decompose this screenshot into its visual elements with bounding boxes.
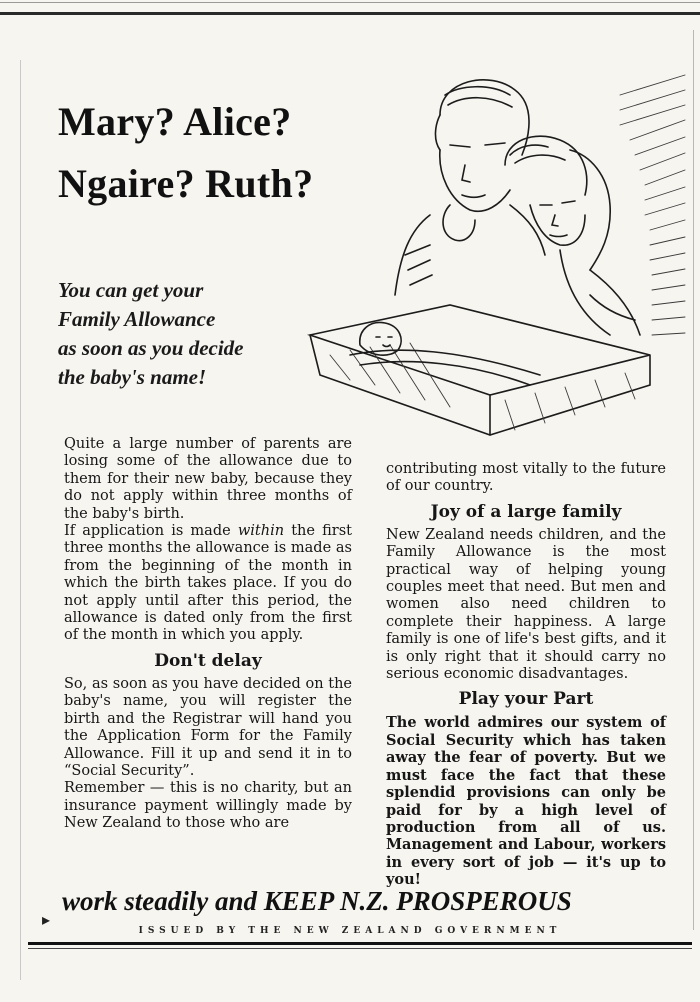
section-heading-play-your-part: Play your Part <box>458 689 594 710</box>
headline-line-2: Ngaire? Ruth? <box>58 161 314 206</box>
body-column-left <box>64 436 352 833</box>
paragraph: New Zealand needs children, and the Family Allowance is the most practical way of helping young couples meet that need. But men and women also need children to complete their happiness. A large family is one of life's best gifts, and it is only right that it should carry no serious economic disadvantages. <box>386 526 666 683</box>
paragraph: So, as soon as you have decided on the baby's name, you will register the birth and the Registrar will hand you the Application Form for the Family Allowance. Fill it up and send it in to “Social Security”. <box>64 675 352 779</box>
paragraph-bold: The world admires our system of Social Security which has taken away the fear of poverty. But we must face the fact that these splendid provisions can only be paid for by a high level of production from all of us. Management and Labour, workers in every sort of job — it's up to you! <box>386 714 666 889</box>
paragraph: Quite a large number of parents are losing some of the allowance due to them for their new baby, because they do not apply within three months of the baby's birth. <box>64 436 352 522</box>
subhead-line: as soon as you decide <box>58 336 244 360</box>
footer-slogan: work steadily and KEEP N.Z. PROSPEROUS <box>62 886 572 916</box>
paragraph-text: the first three months the allowance is made as from the beginning of the month in which the birth takes place. If you do not apply until after this period, the allowance is dated only from the first of the month in which you apply. <box>64 523 352 644</box>
top-thin-rule <box>0 2 700 3</box>
paragraph: Remember — this is no charity, but an insurance payment willingly made by New Zealand to those who are <box>64 780 352 832</box>
subhead-line: the baby's name! <box>58 365 207 389</box>
right-edge-line <box>693 30 694 930</box>
top-rule <box>0 12 700 15</box>
body-column-right <box>386 461 666 889</box>
section-heading-joy-of-a-large-family: Joy of a large family <box>430 501 622 522</box>
parents-and-baby-illustration <box>290 55 690 455</box>
bottom-thin-rule <box>28 948 692 949</box>
issued-by-line: ISSUED BY THE NEW ZEALAND GOVERNMENT <box>138 926 562 936</box>
subhead-line: You can get your <box>58 278 204 302</box>
subheadline <box>58 276 308 392</box>
section-heading-dont-delay: Don't delay <box>154 650 262 671</box>
bullet-mark-icon: ▸ <box>42 910 51 929</box>
paragraph <box>64 523 352 645</box>
bottom-rule <box>28 942 692 945</box>
left-edge-line <box>20 60 21 980</box>
emphasis-within: within <box>237 523 285 540</box>
paragraph: contributing most vitally to the future of our country. <box>386 461 666 495</box>
subhead-line: Family Allowance <box>58 307 216 331</box>
headline-line-1: Mary? Alice? <box>58 99 292 144</box>
paragraph-text: If application is made <box>64 523 238 540</box>
